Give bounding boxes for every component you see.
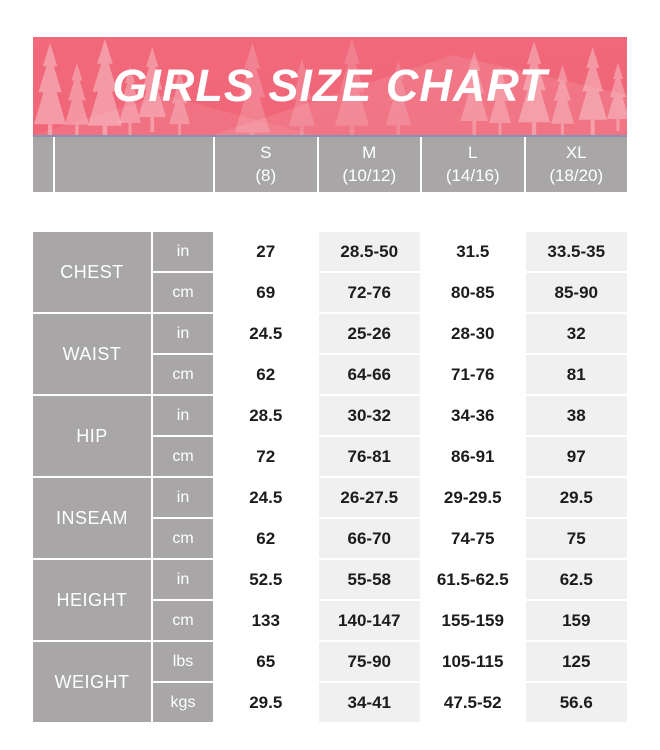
row-label: HIP bbox=[33, 396, 151, 476]
value-cell: 32 bbox=[526, 314, 628, 353]
unit-cell: cm bbox=[153, 437, 213, 476]
value-cell: 155-159 bbox=[422, 601, 524, 640]
row-label: INSEAM bbox=[33, 478, 151, 558]
unit-cell: cm bbox=[153, 355, 213, 394]
value-cell: 38 bbox=[526, 396, 628, 435]
row-group-hip bbox=[33, 396, 627, 476]
header-corner-cell bbox=[33, 137, 53, 192]
value-cell: 86-91 bbox=[422, 437, 524, 476]
value-cell: 75 bbox=[526, 519, 628, 558]
value-cell: 133 bbox=[215, 601, 317, 640]
size-name: S bbox=[260, 143, 272, 163]
unit-cell: kgs bbox=[153, 683, 213, 722]
row-group-inseam bbox=[33, 478, 627, 558]
value-cell: 69 bbox=[215, 273, 317, 312]
row-label: WEIGHT bbox=[33, 642, 151, 722]
value-cell: 72-76 bbox=[319, 273, 421, 312]
size-range: (14/16) bbox=[445, 165, 500, 185]
header-label-cell bbox=[55, 137, 213, 192]
value-cell: 74-75 bbox=[422, 519, 524, 558]
row-group-height bbox=[33, 560, 627, 640]
size-name: XL bbox=[565, 143, 587, 163]
value-cell: 66-70 bbox=[319, 519, 421, 558]
value-cell: 31.5 bbox=[422, 232, 524, 271]
size-chart bbox=[33, 37, 627, 722]
value-cell: 61.5-62.5 bbox=[422, 560, 524, 599]
unit-cell: cm bbox=[153, 273, 213, 312]
unit-cell: cm bbox=[153, 601, 213, 640]
value-cell: 62.5 bbox=[526, 560, 628, 599]
value-cell: 71-76 bbox=[422, 355, 524, 394]
unit-cell: in bbox=[153, 314, 213, 353]
size-range: (18/20) bbox=[549, 165, 604, 185]
unit-cell: in bbox=[153, 560, 213, 599]
row-group-waist bbox=[33, 314, 627, 394]
banner bbox=[33, 37, 627, 135]
page-title: GIRLS SIZE CHART bbox=[112, 60, 548, 111]
value-cell: 75-90 bbox=[319, 642, 421, 681]
value-cell: 56.6 bbox=[526, 683, 628, 722]
value-cell: 140-147 bbox=[319, 601, 421, 640]
value-cell: 81 bbox=[526, 355, 628, 394]
value-cell: 105-115 bbox=[422, 642, 524, 681]
value-cell: 52.5 bbox=[215, 560, 317, 599]
value-cell: 29.5 bbox=[215, 683, 317, 722]
value-cell: 76-81 bbox=[319, 437, 421, 476]
value-cell: 80-85 bbox=[422, 273, 524, 312]
unit-cell: lbs bbox=[153, 642, 213, 681]
header-gap bbox=[33, 192, 627, 232]
size-column-l bbox=[422, 137, 524, 192]
value-cell: 34-41 bbox=[319, 683, 421, 722]
row-label: HEIGHT bbox=[33, 560, 151, 640]
value-cell: 34-36 bbox=[422, 396, 524, 435]
size-name: L bbox=[468, 143, 478, 163]
value-cell: 62 bbox=[215, 519, 317, 558]
value-cell: 65 bbox=[215, 642, 317, 681]
size-column-s bbox=[215, 137, 317, 192]
value-cell: 62 bbox=[215, 355, 317, 394]
size-header-row bbox=[33, 135, 627, 192]
value-cell: 159 bbox=[526, 601, 628, 640]
size-range: (10/12) bbox=[342, 165, 397, 185]
value-cell: 29.5 bbox=[526, 478, 628, 517]
value-cell: 28.5-50 bbox=[319, 232, 421, 271]
value-cell: 28-30 bbox=[422, 314, 524, 353]
value-cell: 28.5 bbox=[215, 396, 317, 435]
value-cell: 24.5 bbox=[215, 478, 317, 517]
value-cell: 27 bbox=[215, 232, 317, 271]
value-cell: 26-27.5 bbox=[319, 478, 421, 517]
value-cell: 29-29.5 bbox=[422, 478, 524, 517]
value-cell: 47.5-52 bbox=[422, 683, 524, 722]
unit-cell: in bbox=[153, 232, 213, 271]
value-cell: 64-66 bbox=[319, 355, 421, 394]
value-cell: 72 bbox=[215, 437, 317, 476]
unit-cell: in bbox=[153, 478, 213, 517]
value-cell: 85-90 bbox=[526, 273, 628, 312]
row-label: CHEST bbox=[33, 232, 151, 312]
value-cell: 97 bbox=[526, 437, 628, 476]
row-label: WAIST bbox=[33, 314, 151, 394]
size-column-xl bbox=[526, 137, 628, 192]
row-group-chest bbox=[33, 232, 627, 312]
size-range: (8) bbox=[255, 165, 277, 185]
value-cell: 25-26 bbox=[319, 314, 421, 353]
size-column-m bbox=[319, 137, 421, 192]
value-cell: 125 bbox=[526, 642, 628, 681]
unit-cell: in bbox=[153, 396, 213, 435]
row-group-weight bbox=[33, 642, 627, 722]
value-cell: 30-32 bbox=[319, 396, 421, 435]
value-cell: 24.5 bbox=[215, 314, 317, 353]
measurement-table bbox=[33, 232, 627, 722]
value-cell: 33.5-35 bbox=[526, 232, 628, 271]
size-name: M bbox=[362, 143, 377, 163]
unit-cell: cm bbox=[153, 519, 213, 558]
value-cell: 55-58 bbox=[319, 560, 421, 599]
